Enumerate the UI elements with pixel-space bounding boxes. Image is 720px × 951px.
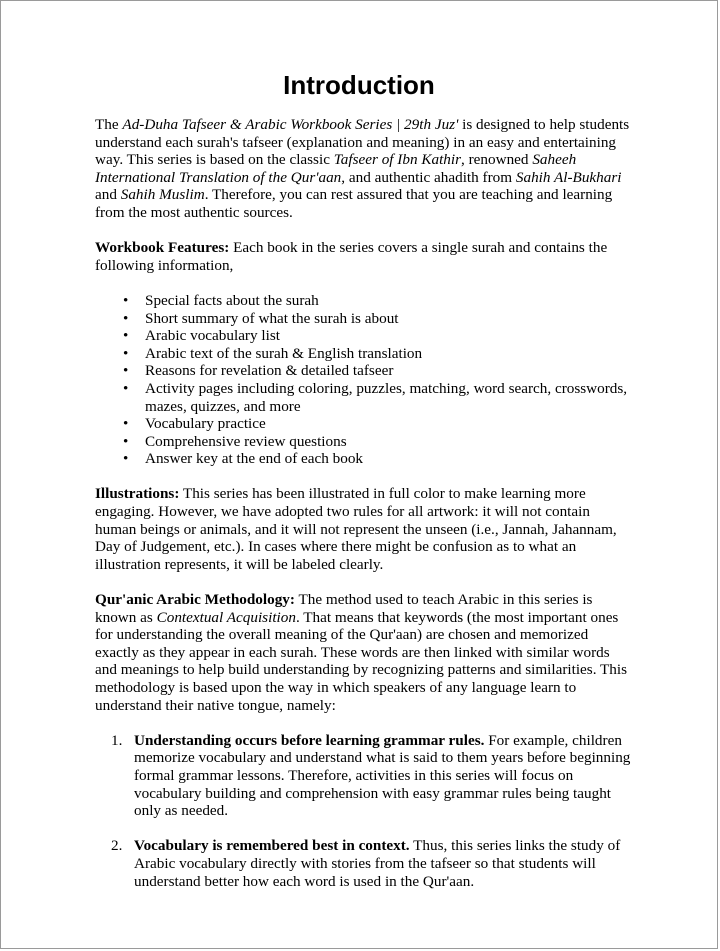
methodology-heading: Qur'anic Arabic Methodology: — [95, 591, 295, 609]
bukhari-name: Sahih Al-Bukhari — [515, 168, 622, 186]
intro-text-3: , renowned — [461, 151, 533, 169]
item-number: 1. — [111, 731, 123, 749]
series-name: Ad-Duha Tafseer & Arabic Workbook Series | 29th Juz' — [122, 116, 459, 133]
tafseer-name: Tafseer of Ibn Kathir — [333, 151, 462, 169]
intro-paragraph — [95, 116, 635, 222]
item-text: Thus, this series links the study of Arabic vocabulary directly with stories from the tafseer so that students will understand better how each word is used in the Qur'aan. — [134, 837, 621, 890]
methodology-paragraph — [95, 591, 635, 714]
list-item: • Short summary of what the surah is about — [95, 310, 635, 328]
intro-text-5: and — [95, 186, 121, 204]
list-item: • Arabic vocabulary list — [95, 327, 635, 345]
intro-text-6: . Therefore, you can rest assured that you are teaching and learning from the most authentic sources. — [95, 186, 613, 221]
list-item: • Answer key at the end of each book — [95, 450, 635, 468]
numbered-item — [95, 732, 635, 820]
features-paragraph — [95, 239, 635, 274]
numbered-item — [95, 837, 635, 890]
translation-name: Saheeh International Translation of the Qur'aan — [95, 151, 577, 186]
muslim-name: Sahih Muslim — [120, 186, 205, 204]
illustrations-text: This series has been illustrated in full color to make learning more engaging. However, we have adopted two rules for all artwork: it will not contain human beings or animals, and it will not represent the unseen (i.e., Jannah, Jahannam, Day of Judgement, etc.). In cases where there might be confusion as to what an illustration represents, it will be labeled clearly. — [95, 485, 617, 573]
item-number: 2. — [111, 837, 123, 855]
item-text: For example, children memorize vocabulary and understand what is said to them years before beginning formal grammar lessons. Therefore, activities in this series will focus on vocabulary building and comprehension with easy grammar rules being taught only as needed. — [134, 731, 631, 820]
list-item: • Activity pages including coloring, puzzles, matching, word search, crosswords, mazes, quizzes, and more — [95, 380, 635, 415]
features-list — [95, 292, 635, 468]
illustrations-heading: Illustrations: — [95, 485, 180, 503]
illustrations-paragraph — [95, 485, 635, 573]
intro-text-1: The — [95, 116, 123, 133]
methodology-text-1: The method used to teach Arabic in this series is known as — [95, 591, 593, 626]
features-heading: Workbook Features: — [95, 239, 230, 257]
methodology-text-2: . That means that keywords (the most important ones for understanding the overall meaning of the Qur'aan) are chosen and memorized exactly as they appear in each surah. These words are then linked with similar words and meanings to help build understanding by recognizing patterns and similarities. This methodology is based upon the way in which speakers of any language learn to understand their native tongue, namely: — [95, 608, 628, 714]
item-bold-lead: Understanding occurs before learning grammar rules. — [134, 731, 485, 749]
intro-text-4: , and authentic ahadith from — [341, 168, 516, 186]
methodology-term: Contextual Acquisition — [156, 608, 296, 626]
intro-text-2: is designed to help students understand each surah's tafseer (explanation and meaning) in an easy and entertaining way. This series is based on the classic — [95, 116, 630, 169]
list-item: • Arabic text of the surah & English translation — [95, 345, 635, 363]
features-text: Each book in the series covers a single surah and contains the following information, — [95, 239, 608, 274]
page-content — [95, 116, 635, 908]
methodology-points — [95, 732, 635, 890]
item-bold-lead: Vocabulary is remembered best in context. — [134, 837, 410, 855]
list-item: • Vocabulary practice — [95, 415, 635, 433]
list-item: • Reasons for revelation & detailed tafseer — [95, 362, 635, 380]
list-item: • Special facts about the surah — [95, 292, 635, 310]
list-item: • Comprehensive review questions — [95, 433, 635, 451]
page-title: Introduction — [283, 70, 435, 100]
